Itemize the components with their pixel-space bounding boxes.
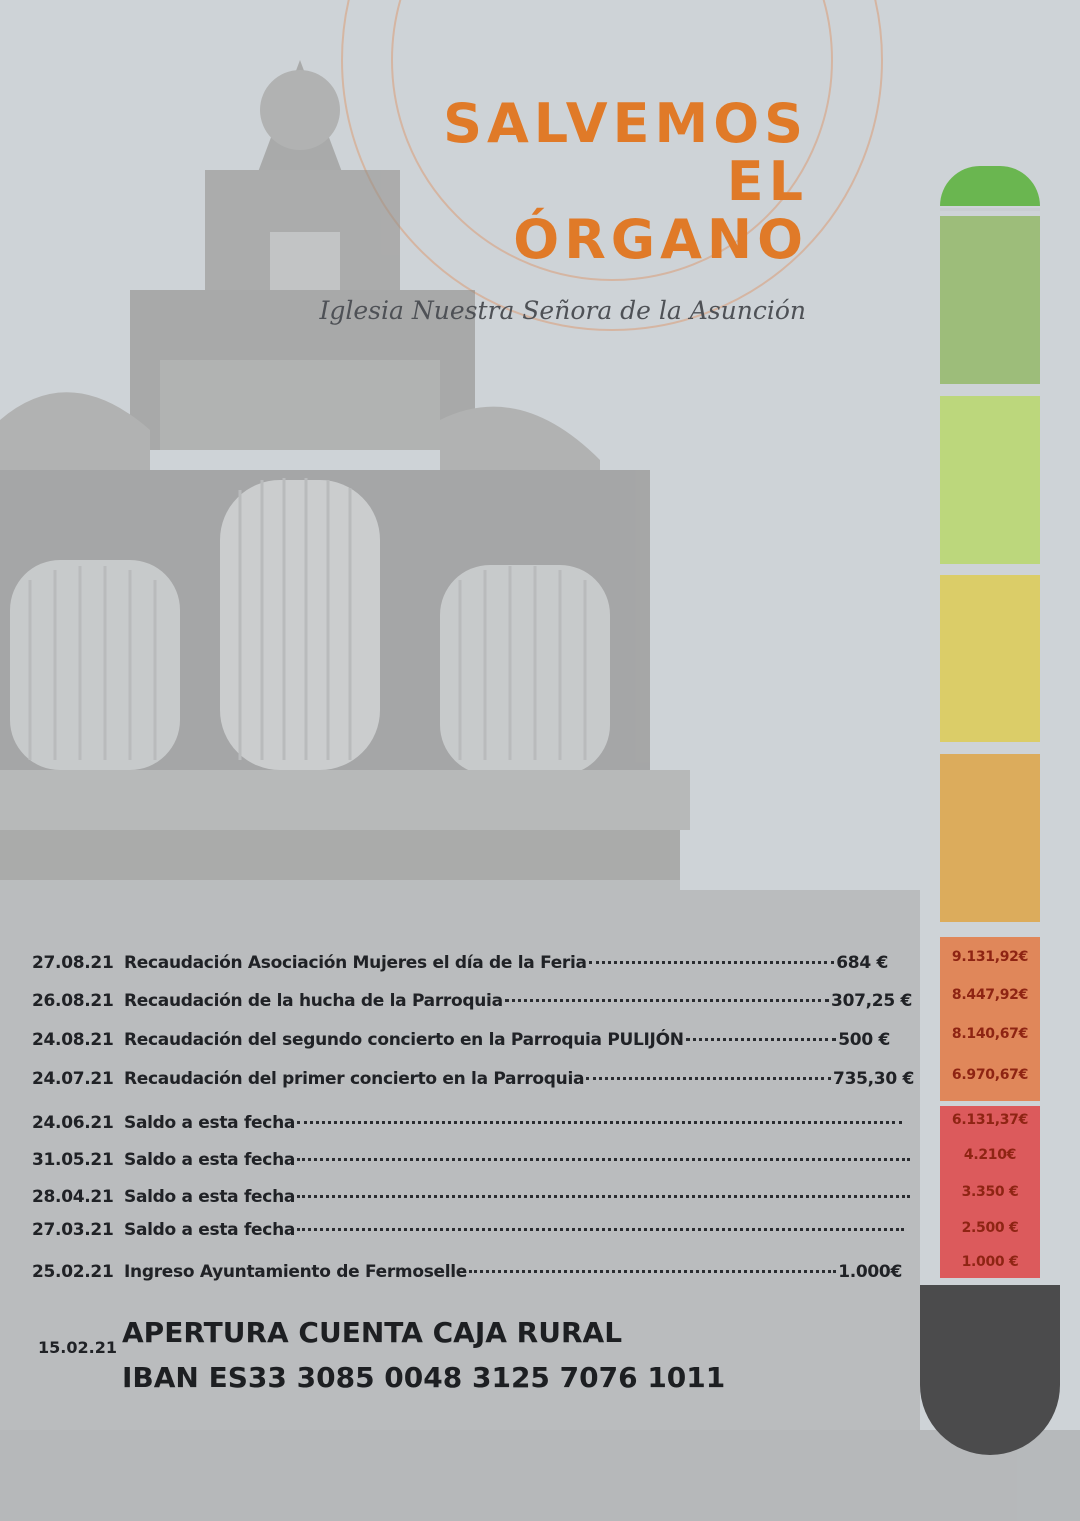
running-total: 1.000 €: [961, 1254, 1019, 1270]
dotted-leader: [686, 1021, 837, 1041]
thermometer-segment: [940, 396, 1040, 564]
entry-description: Recaudación del primer concierto en la Parroquia: [124, 1069, 585, 1089]
ledger-entry: [32, 1257, 902, 1282]
running-total: 6.131,37€: [951, 1112, 1029, 1128]
entry-date: 31.05.21: [32, 1150, 114, 1170]
entry-description: Recaudación Asociación Mujeres el día de la Feria: [124, 953, 587, 973]
running-total: 2.500 €: [961, 1220, 1019, 1236]
running-total: 8.140,67€: [951, 1026, 1029, 1042]
thermometer-bulb: [920, 1285, 1060, 1455]
ledger-entry: [32, 1182, 912, 1207]
title-line-1: SALVEMOS: [443, 92, 808, 155]
entry-date: 24.06.21: [32, 1113, 114, 1133]
entry-date: 27.03.21: [32, 1220, 114, 1240]
entry-amount: 307,25 €: [831, 991, 912, 1011]
running-total: 9.131,92€: [951, 949, 1029, 965]
thermometer-cap-divider: [940, 208, 1040, 211]
thermometer-segment: [940, 216, 1040, 384]
dotted-leader: [297, 1211, 904, 1231]
entry-date: 28.04.21: [32, 1187, 114, 1207]
entry-date: 24.07.21: [32, 1069, 114, 1089]
entry-date: 26.08.21: [32, 991, 114, 1011]
ledger-entry: [32, 1108, 904, 1133]
running-total: 3.350 €: [961, 1184, 1019, 1200]
ledger-entry: [32, 948, 888, 973]
dotted-leader: [505, 982, 829, 1002]
dotted-leader: [297, 1141, 910, 1161]
thermometer-segment: [940, 754, 1040, 922]
ledger-entry: [32, 986, 912, 1011]
dotted-leader: [469, 1253, 836, 1273]
entry-description: Saldo a esta fecha: [124, 1113, 296, 1133]
running-total: 4.210€: [963, 1147, 1017, 1163]
dotted-leader: [589, 944, 835, 964]
entry-date: 27.08.21: [32, 953, 114, 973]
running-total: 6.970,67€: [951, 1067, 1029, 1083]
dotted-leader: [297, 1178, 910, 1198]
opening-account-title: APERTURA CUENTA CAJA RURAL: [122, 1316, 623, 1349]
entry-description: Saldo a esta fecha: [124, 1220, 296, 1240]
entry-description: Saldo a esta fecha: [124, 1150, 296, 1170]
entry-description: Ingreso Ayuntamiento de Fermoselle: [124, 1262, 468, 1282]
title-line-3: ÓRGANO: [513, 208, 808, 271]
ledger-entry: [32, 1064, 914, 1089]
dotted-leader: [297, 1104, 902, 1124]
entry-description: Recaudación de la hucha de la Parroquia: [124, 991, 503, 1011]
ledger-entry: [32, 1145, 912, 1170]
opening-date: 15.02.21: [38, 1338, 117, 1357]
thermometer-segment: [940, 575, 1040, 742]
iban-number: IBAN ES33 3085 0048 3125 7076 1011: [122, 1361, 726, 1394]
entry-amount: 500 €: [838, 1030, 890, 1050]
ledger-entry: [32, 1215, 906, 1240]
entry-description: Saldo a esta fecha: [124, 1187, 296, 1207]
entry-amount: 735,30 €: [833, 1069, 914, 1089]
title-line-2: EL: [726, 150, 808, 213]
entry-date: 25.02.21: [32, 1262, 114, 1282]
running-total: 8.447,92€: [951, 987, 1029, 1003]
entry-date: 24.08.21: [32, 1030, 114, 1050]
ledger-entry: [32, 1025, 890, 1050]
entry-amount: 684 €: [836, 953, 888, 973]
entry-amount: 1.000€: [838, 1262, 902, 1282]
dotted-leader: [586, 1060, 831, 1080]
entry-description: Recaudación del segundo concierto en la Parroquia PULIJÓN: [124, 1030, 684, 1050]
subtitle: Iglesia Nuestra Señora de la Asunción: [319, 296, 806, 325]
